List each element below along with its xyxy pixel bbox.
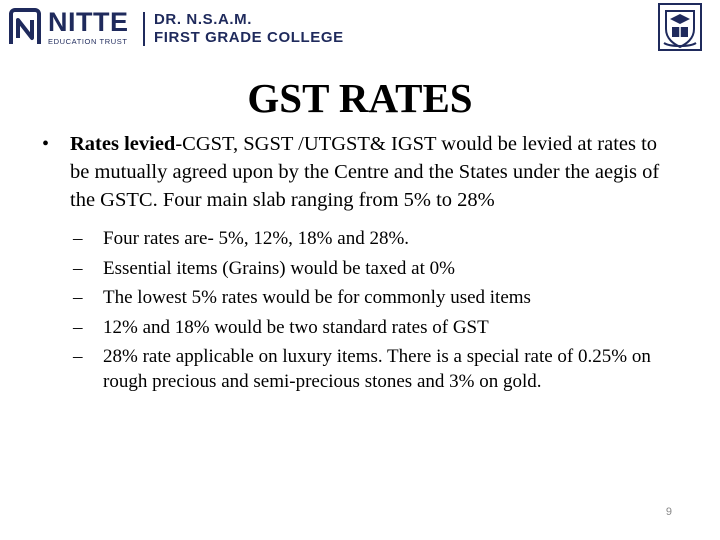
college-name-line1: DR. N.S.A.M. bbox=[154, 11, 253, 28]
sub-bullet-list bbox=[40, 224, 680, 394]
dash-icon: – bbox=[73, 346, 83, 367]
dash-icon: – bbox=[73, 257, 83, 279]
sub-bullet bbox=[73, 313, 680, 343]
slide-body bbox=[40, 130, 680, 394]
slide-title: GST RATES bbox=[247, 75, 473, 121]
sub-bullet bbox=[73, 342, 680, 394]
sub-bullet bbox=[73, 224, 680, 254]
page-number: 9 bbox=[665, 506, 672, 518]
brand-subtitle: EDUCATION TRUST bbox=[48, 37, 128, 46]
sub-bullet-text: 28% rate applicable on luxury items. There is a special rate of 0.25% on rough precious and semi-precious stones and 3% on gold. bbox=[103, 346, 651, 392]
sub-bullet-text: Essential items (Grains) would be taxed at 0% bbox=[103, 257, 455, 279]
nitte-n-logo-icon bbox=[7, 8, 43, 46]
sub-bullet-text: Four rates are- 5%, 12%, 18% and 28%. bbox=[103, 228, 410, 249]
slide-header bbox=[0, 0, 720, 58]
dash-icon: – bbox=[73, 228, 83, 249]
header-divider bbox=[143, 12, 145, 46]
sub-bullet bbox=[73, 283, 680, 313]
college-crest-icon bbox=[658, 3, 702, 51]
sub-bullet-text: 12% and 18% would be two standard rates of GST bbox=[103, 316, 489, 338]
dash-icon: – bbox=[73, 316, 83, 338]
main-bullet-lead: Rates levied bbox=[70, 133, 176, 155]
main-bullet-text: -CGST, SGST /UTGST& IGST would be levied at rates to be mutually agreed upon by the Centre and the States under the aegis of the GSTC. Four main slab ranging from 5% to 28% bbox=[70, 133, 660, 211]
brand-name: NITTE bbox=[48, 7, 129, 37]
sub-bullet-text: The lowest 5% rates would be for commonly used items bbox=[103, 287, 531, 308]
bullet-icon: • bbox=[42, 133, 50, 155]
main-bullet bbox=[40, 130, 680, 214]
sub-bullet bbox=[73, 254, 680, 284]
dash-icon: – bbox=[73, 287, 83, 308]
college-name-line2: FIRST GRADE COLLEGE bbox=[154, 29, 344, 46]
